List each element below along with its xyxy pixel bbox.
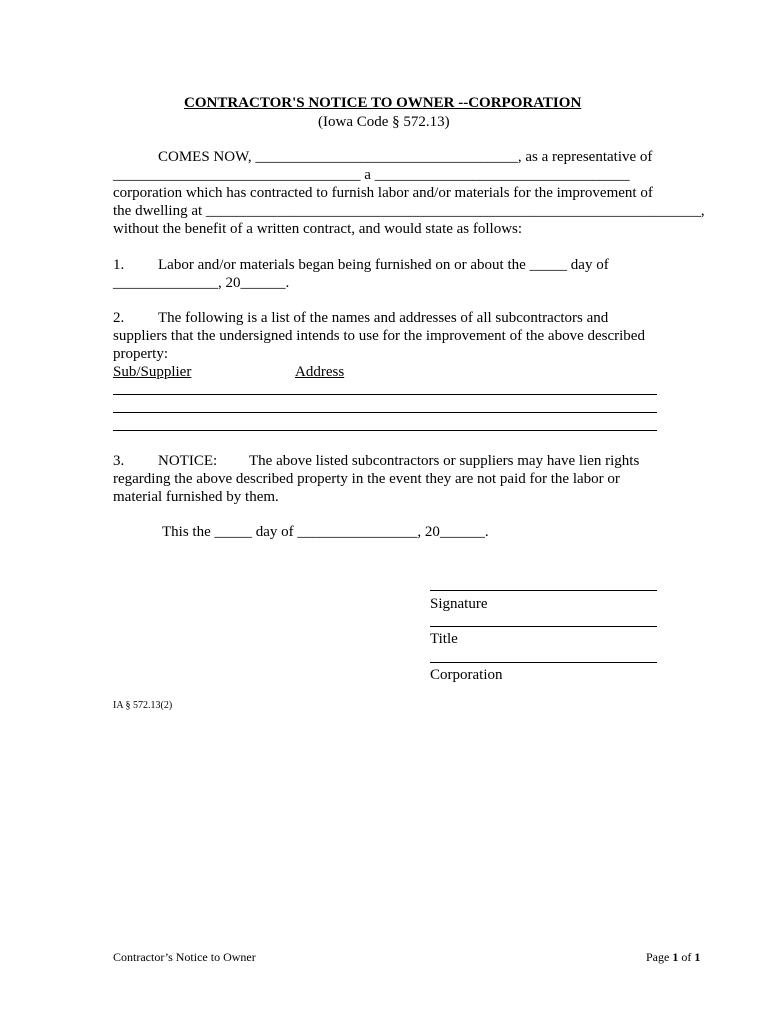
intro-line-5: without the benefit of a written contract, and would state as follows: — [113, 221, 523, 237]
date-line: This the _____ day of ________________, 20______. — [162, 524, 489, 540]
column-header-address: Address — [295, 364, 345, 380]
title-label: Title — [430, 631, 458, 647]
document-title: CONTRACTOR'S NOTICE TO OWNER --CORPORATION — [184, 95, 582, 111]
corporation-label: Corporation — [430, 667, 503, 683]
supplier-blank-line-3 — [113, 430, 657, 431]
signature-line — [430, 590, 657, 591]
item-3-line-2: regarding the above described property in the event they are not paid for the labor or — [113, 471, 620, 487]
item-3-notice-label: NOTICE: — [158, 453, 218, 469]
signature-label: Signature — [430, 596, 488, 612]
item-2-line-3: property: — [113, 346, 168, 362]
supplier-blank-line-2 — [113, 412, 657, 413]
intro-line-3: corporation which has contracted to furnish labor and/or materials for the improvement of — [113, 185, 653, 201]
corporation-line — [430, 662, 657, 663]
page-prefix: Page — [646, 950, 673, 964]
item-3-number: 3. — [113, 453, 125, 469]
item-3-line-3: material furnished by them. — [113, 489, 279, 505]
form-id: IA § 572.13(2) — [113, 700, 173, 711]
page-current: 1 — [672, 950, 679, 964]
footer-title: Contractor’s Notice to Owner — [113, 950, 256, 964]
column-header-sub-supplier: Sub/Supplier — [113, 364, 192, 380]
intro-line-2: _________________________________ a __________________________________ — [113, 167, 630, 183]
page-total: 1 — [694, 950, 701, 964]
item-2-line-1: The following is a list of the names and addresses of all subcontractors and — [158, 310, 609, 326]
item-1-line-1: Labor and/or materials began being furnished on or about the _____ day of — [158, 257, 609, 273]
item-2-line-2: suppliers that the undersigned intends to use for the improvement of the above described — [113, 328, 645, 344]
item-1-number: 1. — [113, 257, 125, 273]
supplier-blank-line-1 — [113, 394, 657, 395]
title-line — [430, 626, 657, 627]
item-2-number: 2. — [113, 310, 125, 326]
page-of: of — [678, 950, 695, 964]
page-indicator — [646, 950, 700, 964]
intro-line-1: COMES NOW, ___________________________________, as a representative of — [158, 149, 653, 165]
item-3-line-1: The above listed subcontractors or suppliers may have lien rights — [249, 453, 640, 469]
item-1-line-2: ______________, 20______. — [113, 275, 290, 291]
intro-line-4: the dwelling at __________________________________________________________________, — [113, 203, 705, 219]
document-subtitle: (Iowa Code § 572.13) — [318, 114, 450, 130]
